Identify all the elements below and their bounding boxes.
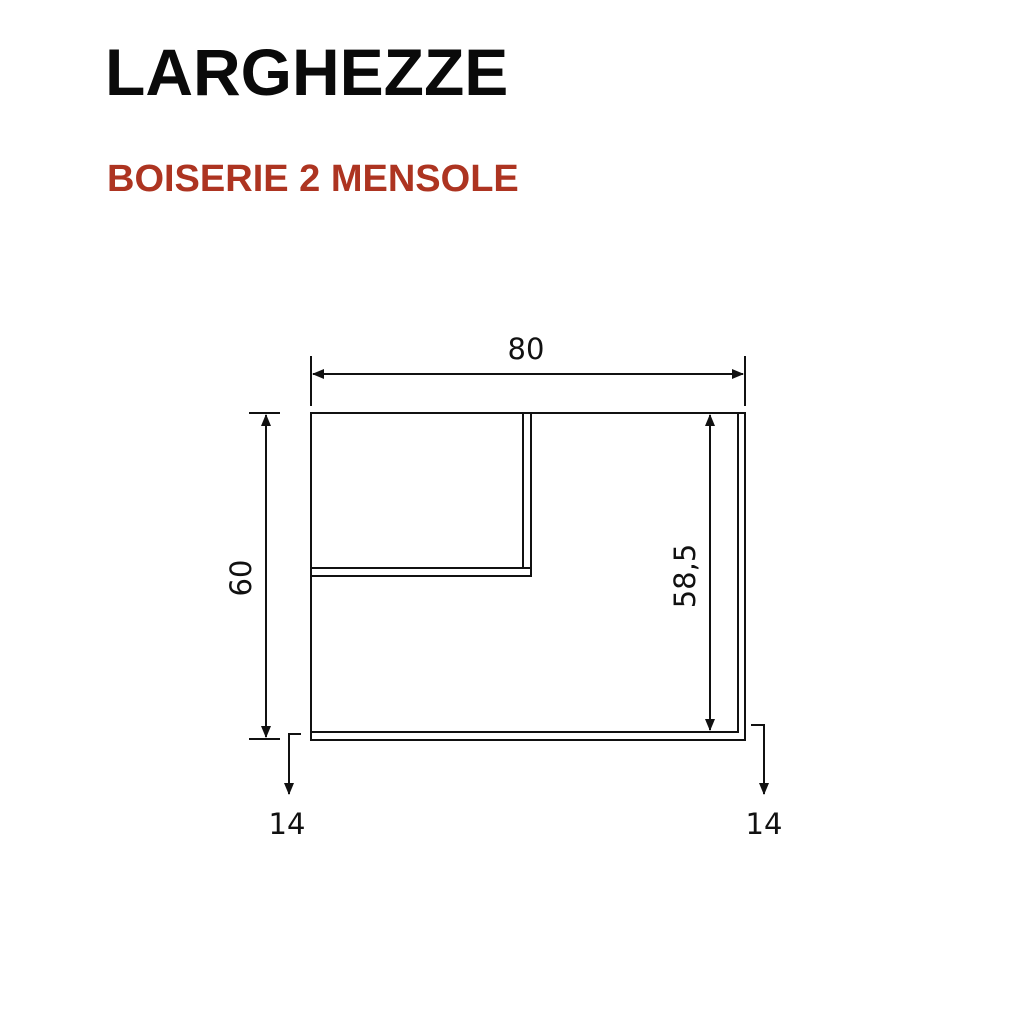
- right-depth-leader-line: [751, 725, 764, 794]
- width-label: 80: [507, 332, 545, 366]
- side-panel-right: [738, 413, 745, 740]
- inner-height-label: 58,5: [668, 543, 702, 609]
- vertical-divider: [523, 413, 531, 568]
- right-depth-leader: [751, 725, 764, 794]
- product-subtitle: BOISERIE 2 MENSOLE: [107, 158, 519, 200]
- left-depth-leader-line: [289, 734, 301, 794]
- upper-shelf: [311, 568, 531, 576]
- left-depth-leader: [289, 734, 301, 794]
- left-depth-label: 14: [268, 807, 306, 841]
- bottom-shelf: [311, 732, 745, 740]
- right-depth-label: 14: [745, 807, 783, 841]
- page-title: LARGHEZZE: [105, 35, 509, 109]
- height-label: 60: [224, 559, 258, 597]
